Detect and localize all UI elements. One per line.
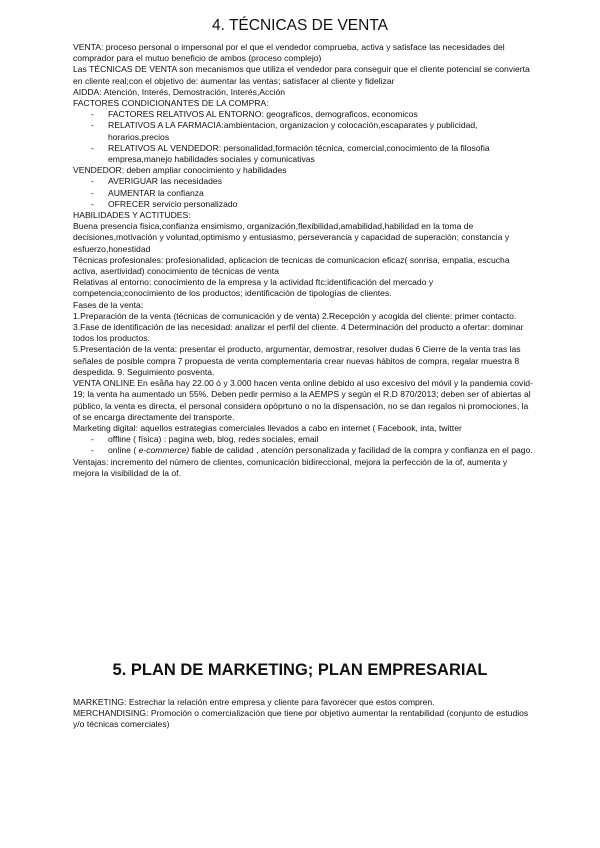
habilidades-text: Buena presencia fisica,confianza ensimismo, organización,flexibilidad,amabilidad,habilidad en la toma de decisiones,motivación y voluntad,optimismo y entusiasmo, perseverancia y capacidad de superación; constancia y esfuerzo,honestidad — [73, 221, 510, 254]
canales-list — [73, 434, 533, 456]
factores-list — [73, 109, 533, 165]
relativas-entorno: Relativas al entorno: conocimiento de la empresa y la actividad ftc;identificación del mercado y competencia;conocimiento de los productos; identificación de tipologías de clientes. — [73, 277, 434, 299]
list-item: - RELATIVOS AL VENDEDOR: personalidad,formación técnica, comercial,conocimiento de la filosofia empresa,manejo habilidades sociales y comunicativas — [73, 143, 533, 165]
online-italic: e-commerce) — [138, 445, 190, 456]
section-4-body — [73, 42, 533, 479]
online-suffix: fiable de calidad , atención personalizada y facilidad de la compra y confianza en el pago. — [189, 445, 533, 456]
section-5-body — [73, 697, 533, 731]
fases-heading: Fases de la venta: — [73, 299, 144, 310]
ventajas: Ventajas: incremento del número de clientes, comunicación bidireccional, mejora la perfección de la of, aumenta y mejora la visibilidad de la of. — [73, 456, 508, 478]
list-item: - OFRECER servicio personalizado — [73, 199, 533, 210]
venta-online: VENTA ONLINE En esåña hay 22.00 ó y 3.000 hacen venta online debido al uso excesivo del móvil y la pandemia covid-19; la venta ha aumentado un 55%. Deben pedir permiso a la AEMPS y según el R.D 870/2013; deben ser of abiertas al público, la venta es directa, el personal considera opòprtuno o no la dispensación, no se dan regalos ni promociones, la of se encarga directamente del transporte. — [73, 378, 533, 422]
aidda-line: AIDDA: Atención, Interés, Demostración, Interés,Acción — [73, 86, 286, 97]
tecnicas-profesionales: Técnicas profesionales: profesionalidad, aplicacion de tecnicas de comunicacion eficaz( sonrisa, empatia, escucha activa, asertividad) conocimiento de técnicas de venta — [73, 254, 510, 277]
vendedor-heading: VENDEDOR: deben ampliar conocimiento y habilidades — [73, 165, 287, 176]
list-item: - AVERIGUAR las necesidades — [73, 176, 533, 187]
factores-heading: FACTORES CONDICIONANTES DE LA COMPRA: — [73, 98, 269, 109]
list-item: - FACTORES RELATIVOS AL ENTORNO: geograficos, demograficos, economicos — [73, 109, 533, 120]
list-item: - AUMENTAR la confianza — [73, 188, 533, 199]
online-prefix: online ( — [108, 445, 139, 456]
list-item — [73, 445, 533, 456]
section-5-title: 5. PLAN DE MARKETING; PLAN EMPRESARIAL — [112, 661, 488, 679]
fases-part-2: 5.Presentación de la venta: presentar el producto, argumentar, demostrar, resolver dudas 6 Cierre de la venta tras las señales de posible compra 7 propuesta de venta complementaria crear nuevas hábitos de compra, regalar muestra 8 despedida. 9. Seguimiento posventa. — [73, 344, 521, 377]
marketing-digital: Marketing digital: aquellos estrategias comerciales llevados a cabo en internet ( Facebook, inta, twitter — [73, 422, 462, 433]
vendedor-list — [73, 176, 533, 210]
venta-definition: VENTA: proceso personal o impersonal por el que el vendedor comprueba, activa y satisface las necesidades del comprador para el mutuo beneficio de ambos (proceso complejo) — [73, 42, 505, 64]
tecnicas-definition: Las TÉCNICAS DE VENTA son mecanismos que utiliza el vendedor para conseguir que el cliente potencial se convierta en cliente real;con el objetivo de: aumentar las ventas; satisfacer al cliente y fidelizar — [73, 64, 530, 86]
section-4-title: 4. TÉCNICAS DE VENTA — [212, 17, 388, 34]
list-item: - RELATIVOS A LA FARMACIA:ambientacion, organizacion y colocación,escaparates y publicidad, horarios,precios — [73, 120, 533, 142]
fases-part-1: 1.Preparación de la venta (técnicas de comunicación y de venta) 2.Recepción y acogida del cliente: primer contacto. 3.Fase de identificación de las necesidad: analizar el perfil del cliente. 4 Determinación del producto a ofertar: dominar todos los productos. — [73, 310, 524, 344]
habilidades-heading: HABILIDADES Y ACTITUDES: — [73, 210, 191, 221]
marketing-definition: MARKETING: Estrechar la relación entre empresa y cliente para favorecer que estos compren. — [73, 697, 435, 707]
merchandising-definition: MERCHANDISING: Promoción o comercialización que tiene por objetivo aumentar la rentabilidad (conjunto de estudios y/o técnicas comerciales) — [73, 708, 529, 730]
list-item: - offline ( física) : pagina web, blog, redes sociales, email — [73, 434, 533, 445]
